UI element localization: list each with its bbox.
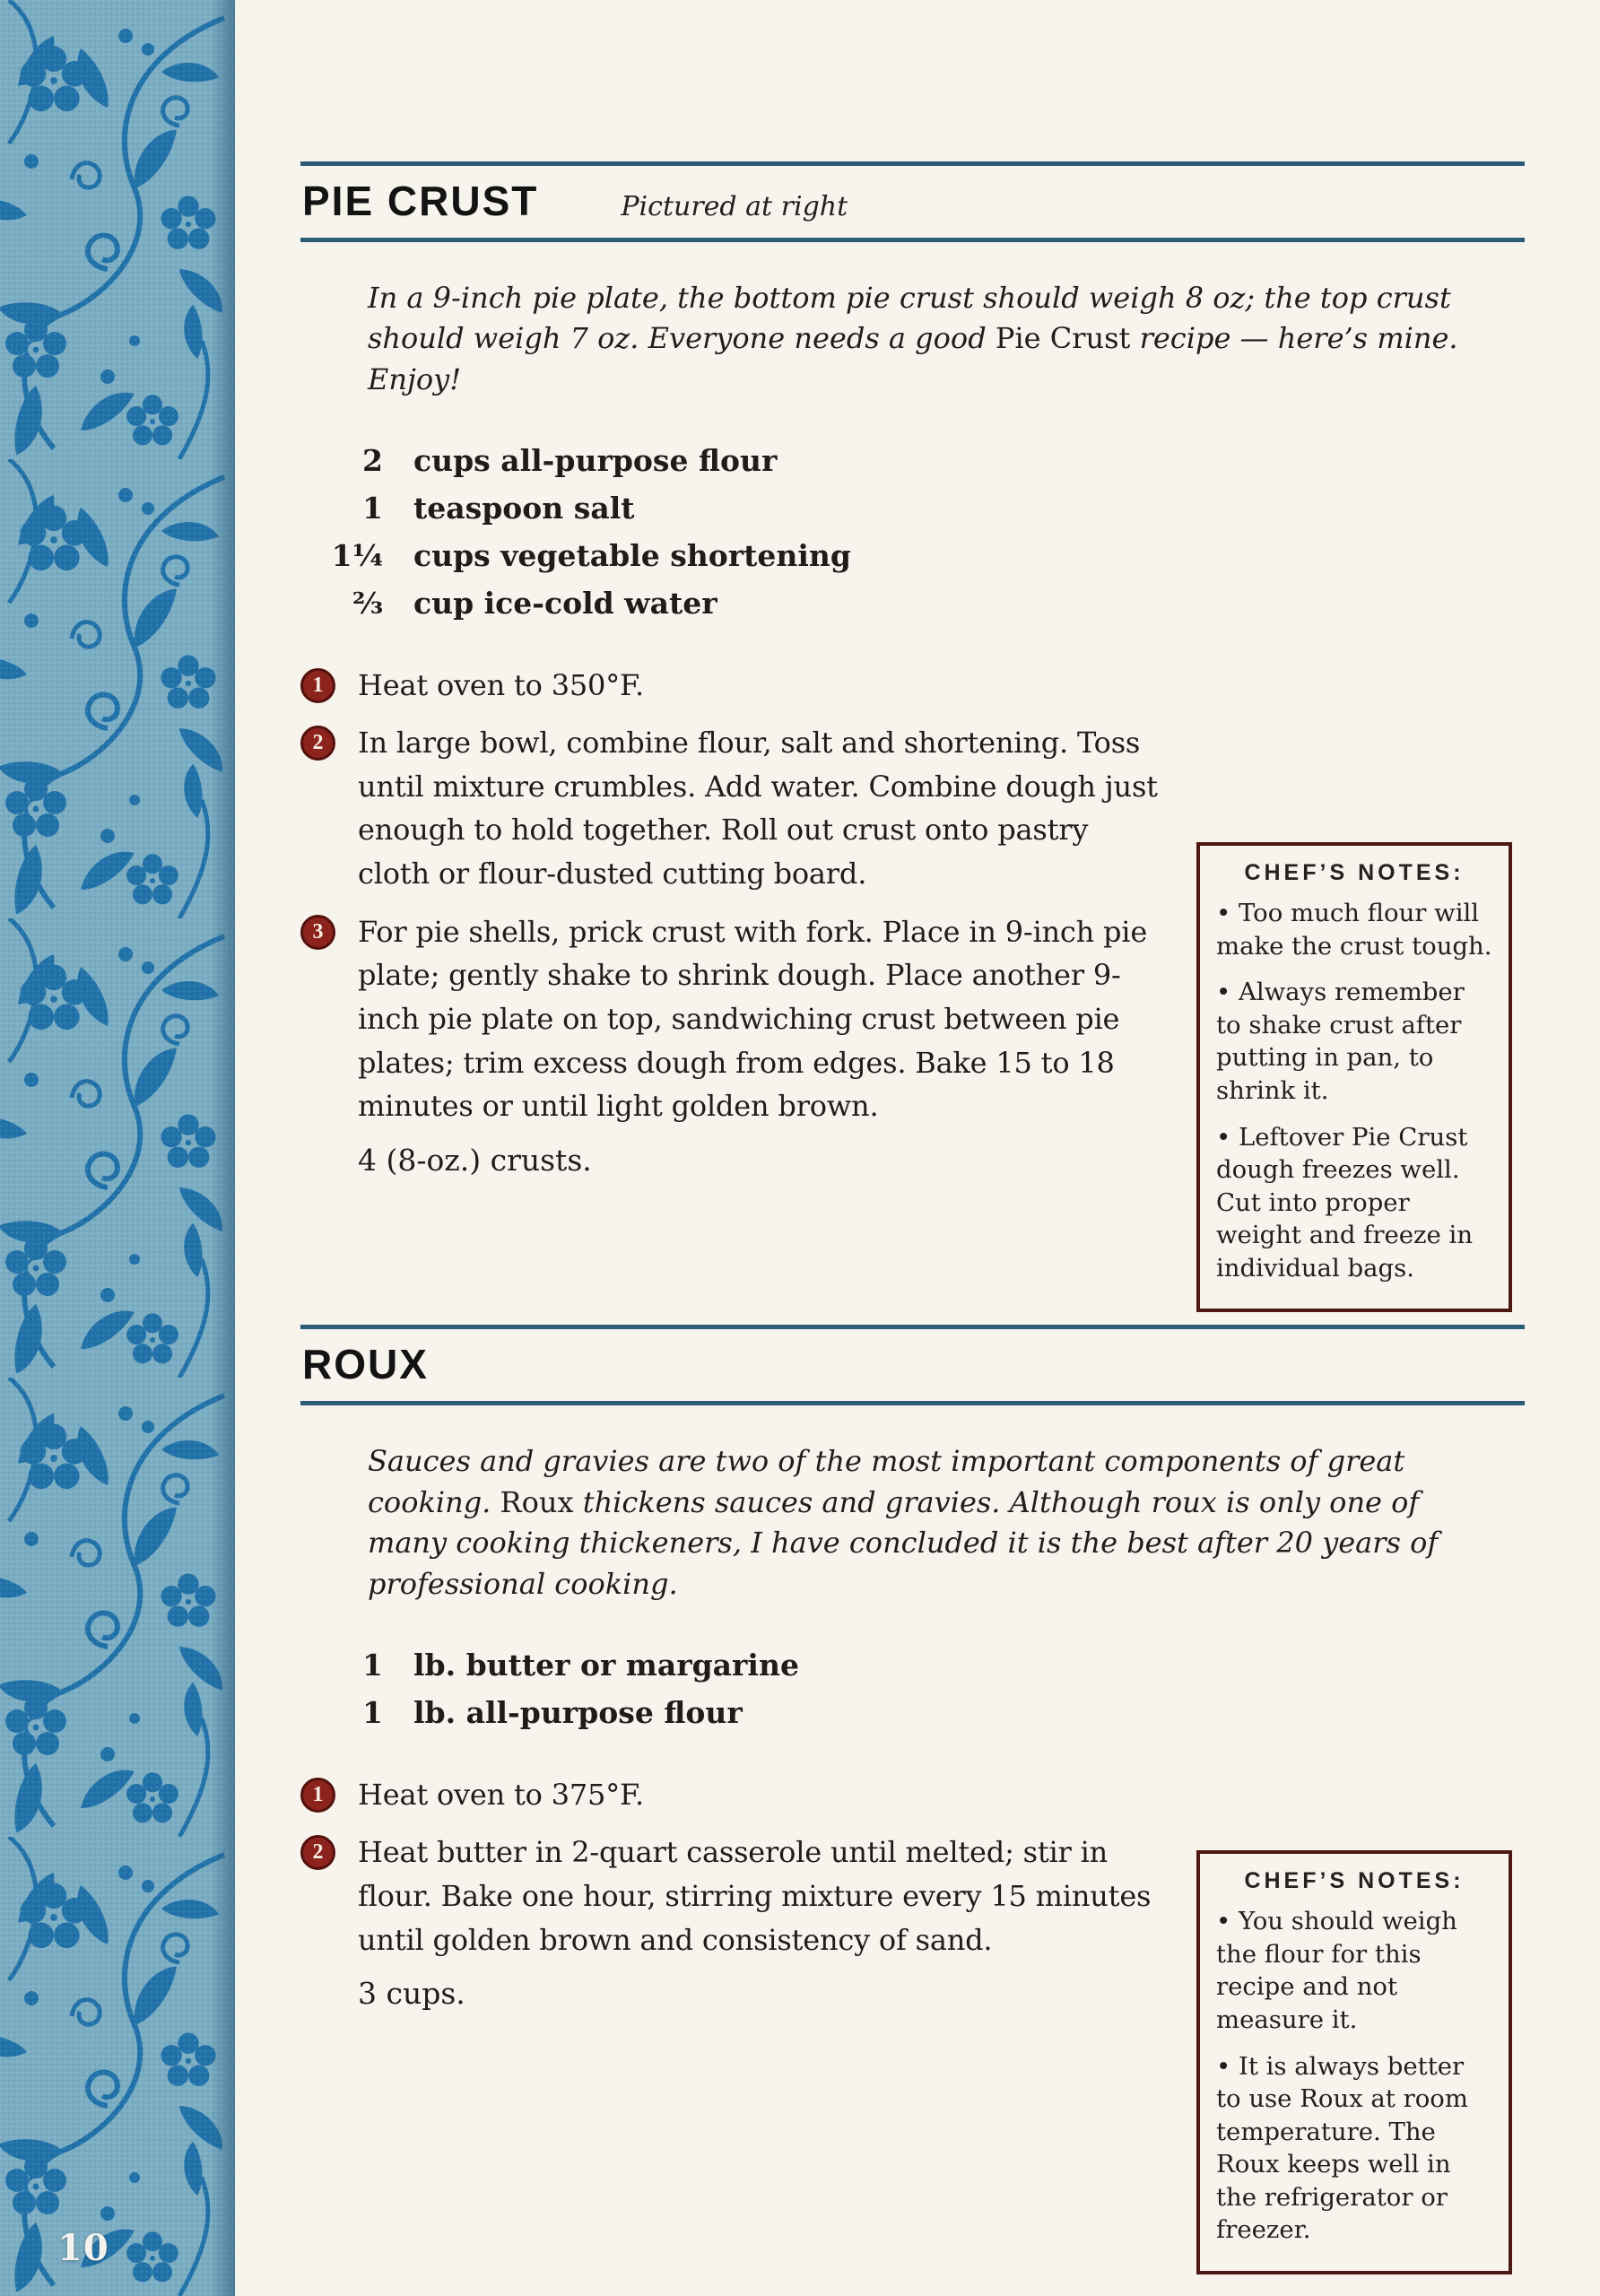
ingredient-name: cups all-purpose flour [413, 443, 778, 479]
recipe-title: PIE CRUST [302, 178, 539, 224]
chefs-note-item: • You should weigh the flour for this recipe and not measure it. [1216, 1905, 1492, 2036]
step-number-badge: 1 [300, 668, 335, 703]
ingredient-qty: ⅔ [352, 585, 383, 621]
chefs-note-item: • Always remember to shake crust after putting in pan, to shrink it. [1216, 976, 1492, 1107]
ingredient-row [300, 580, 1525, 628]
recipe-intro [368, 278, 1475, 400]
header-rule-bottom [300, 238, 1525, 242]
ingredient-list [300, 1642, 1525, 1737]
ingredient-name: lb. butter or margarine [413, 1648, 799, 1683]
ingredient-qty: 1 [362, 491, 383, 526]
step-text: Heat oven to 350°F. [358, 667, 644, 702]
chefs-notes-box [1196, 842, 1512, 1312]
recipe-yield: 3 cups. [358, 1976, 465, 2012]
floral-border [0, 0, 235, 2296]
ingredient-row [300, 1690, 1525, 1737]
ingredient-name: teaspoon salt [413, 491, 635, 526]
step-row [300, 1773, 1525, 1817]
step-text: In large bowl, combine flour, salt and shortening. Toss until mixture crumbles. Add water. Combine dough just enough to hold together. Roll out crust onto pastry cloth or flour-dusted cutting board. [358, 726, 1158, 891]
intro-text-segment: Roux [500, 1484, 574, 1519]
ingredient-row [300, 438, 1525, 485]
ingredient-qty: 1 [362, 1648, 383, 1683]
recipe-yield: 4 (8-oz.) crusts. [358, 1142, 592, 1178]
step-number-badge: 1 [300, 1778, 335, 1813]
step-number-badge: 2 [300, 1835, 335, 1870]
roux-header [300, 1325, 1525, 1405]
step-text: For pie shells, prick crust with fork. Place in 9-inch pie plate; gently shake to shrink dough. Place another 9-inch pie plate on top, sandwiching crust between pie plates; trim excess dough from edges. Bake 15 to 18 minutes or until light golden brown. [358, 914, 1148, 1124]
recipe-subtitle: Pictured at right [621, 191, 848, 222]
chefs-notes-title: CHEF’S NOTES: [1244, 860, 1465, 886]
chefs-note-item: • It is always better to use Roux at room temperature. The Roux keeps well in the refrigerator or freezer. [1216, 2050, 1492, 2247]
ingredient-qty: 2 [362, 443, 383, 479]
recipe-title: ROUX [302, 1341, 429, 1388]
intro-text-segment: recipe — here’s mine. Enjoy! [368, 321, 1458, 396]
step-list [300, 1773, 1525, 2245]
ingredient-row [300, 533, 1525, 580]
ingredient-qty: 1¼ [331, 537, 383, 573]
ingredient-name: lb. all-purpose flour [413, 1694, 743, 1730]
section-pie-crust [300, 161, 1525, 1283]
ingredient-qty: 1 [362, 1694, 383, 1730]
page-content [235, 0, 1600, 2296]
step-row [300, 1831, 1159, 1961]
step-text: Heat butter in 2-quart casserole until melted; stir in flour. Bake one hour, stirring mixture every 15 minutes until golden brown and consistency of sand. [358, 1835, 1152, 1957]
step-text: Heat oven to 375°F. [358, 1777, 644, 1812]
intro-text-segment: thickens sauces and gravies. Although roux is only one of many cooking thickeners, I have concluded it is the best after 20 years of professional cooking. [368, 1484, 1439, 1601]
step-number-badge: 2 [300, 726, 335, 761]
notes-float-spacer [1524, 1831, 1525, 1850]
step-row [300, 721, 1159, 896]
intro-text-segment: In a 9-inch pie plate, the bottom pie crust should weigh 8 oz; the top crust should weigh 7 oz. Everyone needs a good [368, 281, 1451, 356]
ingredient-name: cups vegetable shortening [413, 537, 851, 573]
intro-text-segment: Sauces and gravies are two of the most important components of great cooking. [368, 1444, 1405, 1519]
ingredient-name: cup ice-cold water [413, 585, 717, 621]
step-row [300, 664, 1525, 708]
intro-text-segment: Pie Crust [995, 321, 1131, 356]
section-roux [300, 1212, 1525, 2245]
chefs-note-item: • Too much flour will make the crust tough. [1216, 897, 1492, 962]
pie-crust-header [300, 161, 1525, 242]
page-number: 10 [57, 2227, 109, 2269]
notes-float-spacer [1524, 721, 1525, 842]
chefs-note-item: • Leftover Pie Crust dough freezes well. Cut into proper weight and freeze in individual bags. [1216, 1121, 1492, 1285]
header-rule-bottom [300, 1401, 1525, 1405]
chefs-notes-box [1196, 1850, 1512, 2274]
ingredient-row [300, 485, 1525, 533]
recipe-intro [368, 1441, 1475, 1605]
chefs-notes-title: CHEF’S NOTES: [1244, 1868, 1465, 1894]
floral-border-art [0, 0, 235, 2296]
ingredient-list [300, 438, 1525, 627]
ingredient-row [300, 1642, 1525, 1690]
step-number-badge: 3 [300, 915, 335, 950]
step-row [300, 910, 1159, 1128]
step-list [300, 664, 1525, 1283]
